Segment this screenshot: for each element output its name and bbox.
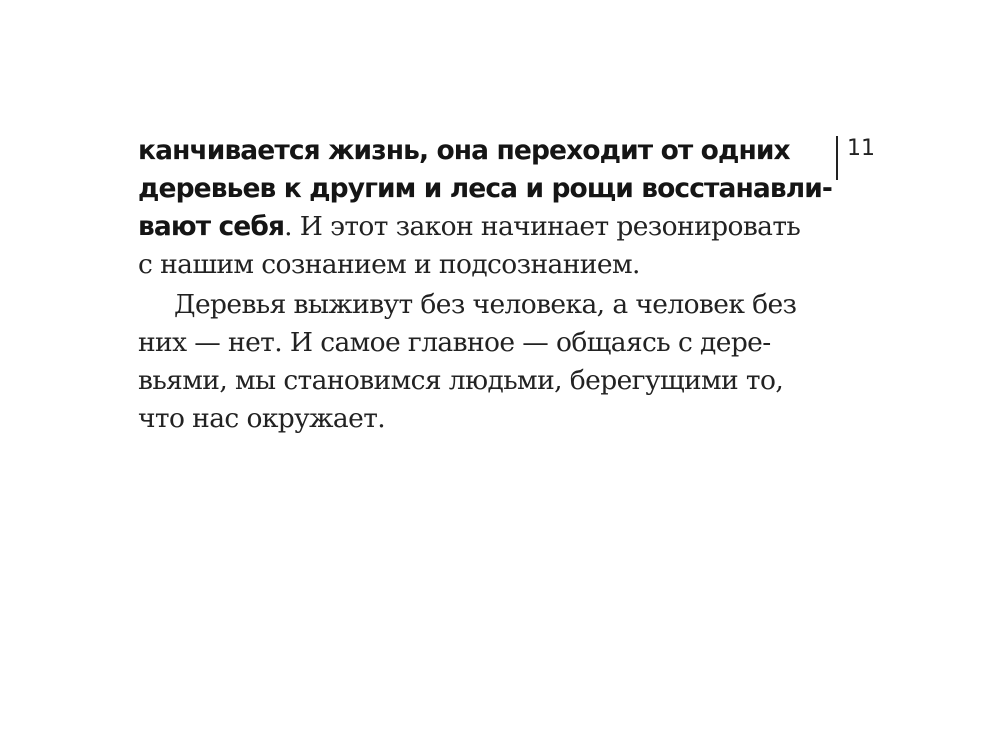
page-number-divider bbox=[836, 136, 838, 180]
text-line: Деревья выживут без человека, а человек без bbox=[174, 289, 797, 320]
text-line: что нас окружает. bbox=[138, 403, 386, 434]
text-line bbox=[138, 170, 832, 208]
text-line bbox=[138, 246, 778, 284]
text-line: вьями, мы становимся людьми, берегущими то, bbox=[138, 365, 784, 396]
text-line bbox=[138, 208, 801, 246]
paragraph-2 bbox=[138, 286, 797, 438]
paragraph-1 bbox=[138, 132, 832, 284]
bold-text: деревьев к другим и леса и рощи восстанавли- bbox=[138, 173, 832, 204]
bold-text: вают себя bbox=[138, 211, 285, 242]
page-number: 11 bbox=[847, 136, 875, 161]
body-text bbox=[138, 132, 832, 438]
regular-text: с нашим сознанием и подсознанием. bbox=[138, 249, 640, 280]
regular-text: . И этот закон начинает резонировать bbox=[284, 211, 801, 242]
text-line: них — нет. И самое главное — общаясь с дере- bbox=[138, 327, 771, 358]
bold-text: канчивается жизнь, она переходит от одних bbox=[138, 135, 790, 166]
text-line bbox=[138, 132, 790, 170]
